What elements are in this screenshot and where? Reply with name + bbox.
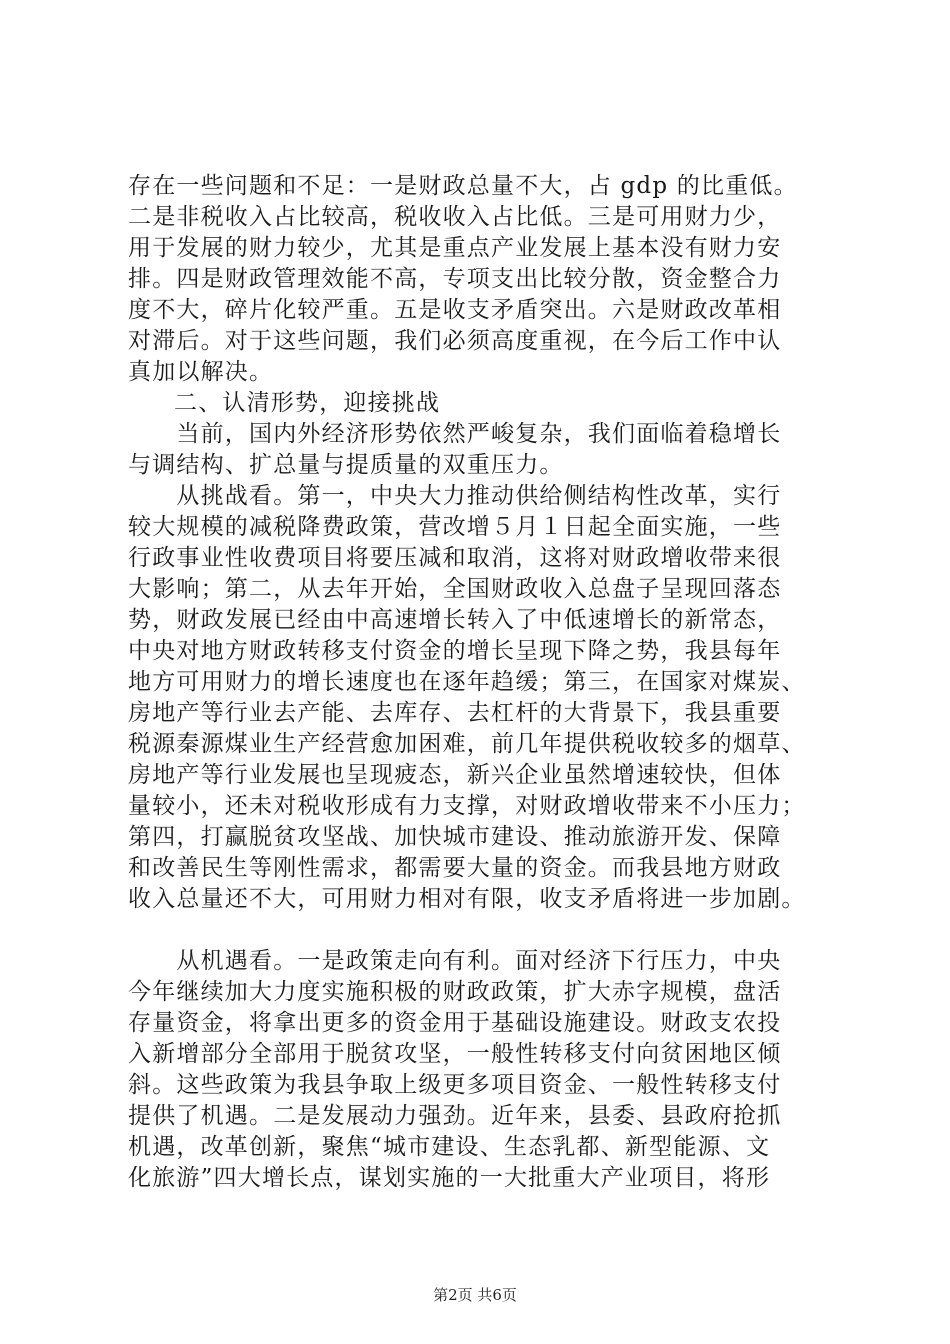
text-line: 存在一些问题和不足：一是财政总量不大，占 gdp 的比重低。 [128,173,798,199]
text-line: 房地产等行业去产能、去库存、去杠杆的大背景下，我县重要 [128,700,782,726]
text-line: 较大规模的减税降费政策，营改增５月１日起全面实施，一些 [128,514,782,540]
text-line: 今年继续加大力度实施积极的财政政策，扩大赤字规模，盘活 [128,979,782,1005]
text-line: 大影响；第二，从去年开始，全国财政收入总盘子呈现回落态 [128,576,782,602]
text-line: 第四，打赢脱贫攻坚战、加快城市建设、推动旅游开发、保障 [128,824,782,850]
text-line: 税源秦源煤业生产经营愈加困难，前几年提供税收较多的烟草、 [128,731,806,757]
text-line: 用于发展的财力较少，尤其是重点产业发展上基本没有财力安 [128,235,782,261]
text-line: 入新增部分全部用于脱贫攻坚，一般性转移支付向贫困地区倾 [128,1041,782,1067]
text-line: 从机遇看。一是政策走向有利。面对经济下行压力，中央 [128,948,782,974]
paragraph-spacer [128,915,848,946]
text-line: 化旅游”四大增长点，谋划实施的一大批重大产业项目，将形 [128,1165,771,1191]
text-line: 和改善民生等刚性需求，都需要大量的资金。而我县地方财政 [128,855,782,881]
text-line: 斜。这些政策为我县争取上级更多项目资金、一般性转移支付 [128,1072,782,1098]
text-line: 提供了机遇。二是发展动力强劲。近年来，县委、县政府抢抓 [128,1103,782,1129]
text-line: 从挑战看。第一，中央大力推动供给侧结构性改革，实行 [128,483,782,509]
text-line: 房地产等行业发展也呈现疲态，新兴企业虽然增速较快，但体 [128,762,782,788]
text-line: 地方可用财力的增长速度也在逐年趋缓；第三，在国家对煤炭、 [128,669,806,695]
section-heading: 二、认清形势，迎接挑战 [174,390,441,416]
text-line: 收入总量还不大，可用财力相对有限，收支矛盾将进一步加剧。 [128,886,806,912]
text-line: 与调结构、扩总量与提质量的双重压力。 [128,452,564,478]
text-line: 量较小，还未对税收形成有力支撑，对财政增收带来不小压力； [128,793,806,819]
body-text [128,171,848,1194]
text-line: 存量资金，将拿出更多的资金用于基础设施建设。财政支农投 [128,1010,782,1036]
text-line: 度不大，碎片化较严重。五是收支矛盾突出。六是财政改革相 [128,297,782,323]
text-line: 对滞后。对于这些问题，我们必须高度重视，在今后工作中认 [128,328,782,354]
page-number-footer: 第2页 共6页 [433,1286,517,1304]
text-line: 势，财政发展已经由中高速增长转入了中低速增长的新常态， [128,607,782,633]
text-line: 中央对地方财政转移支付资金的增长呈现下降之势，我县每年 [128,638,782,664]
text-line: 当前，国内外经济形势依然严峻复杂，我们面临着稳增长 [128,421,782,447]
text-line: 排。四是财政管理效能不高，专项支出比较分散，资金整合力 [128,266,782,292]
text-line: 真加以解决。 [128,359,274,385]
text-line: 机遇，改革创新，聚焦“城市建设、生态乳都、新型能源、文 [128,1134,771,1160]
text-line: 行政事业性收费项目将要压减和取消，这将对财政增收带来很 [128,545,782,571]
text-line: 二是非税收入占比较高，税收收入占比低。三是可用财力少， [128,204,782,230]
